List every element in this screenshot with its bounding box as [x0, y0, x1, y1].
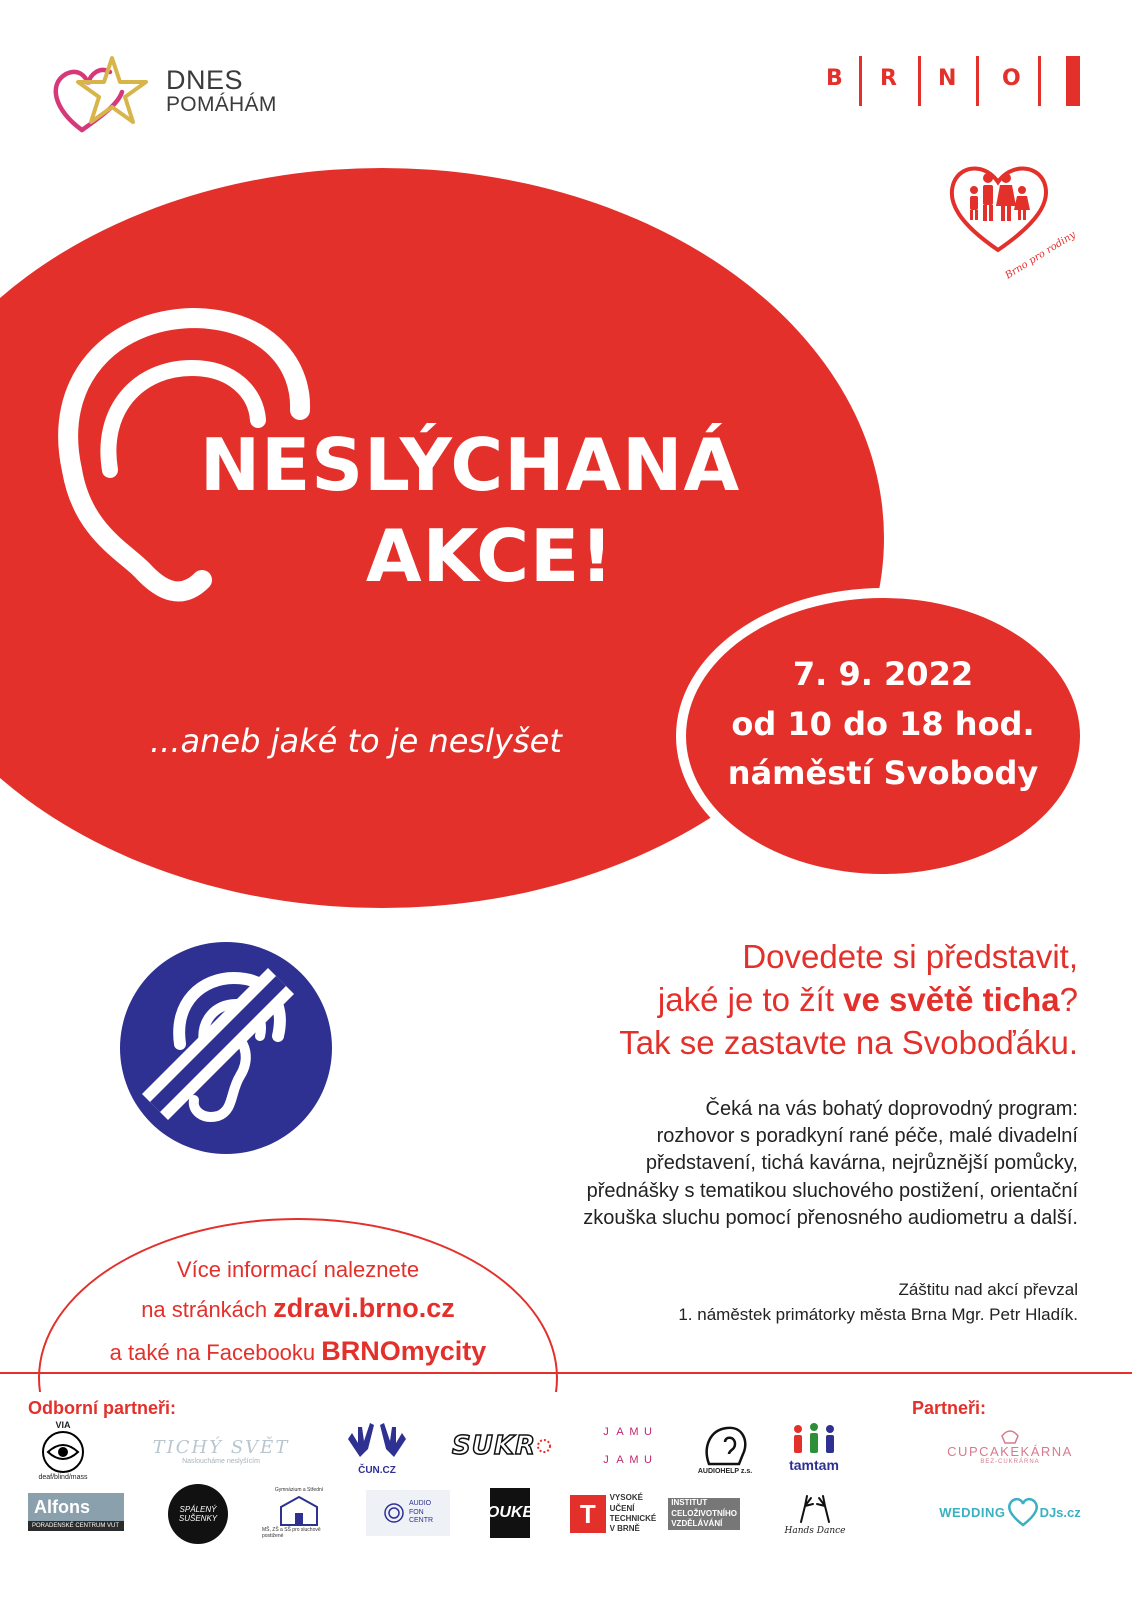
program-line: představení, tichá kavárna, nejrůznější pomůcky, — [645, 1152, 1078, 1175]
website-link[interactable]: zdravi.brno.cz — [273, 1293, 455, 1324]
brno-pro-rodiny-logo — [940, 158, 1090, 288]
jamu-letter: J — [603, 1454, 609, 1466]
cun-logo — [340, 1414, 414, 1480]
vut-name — [610, 1493, 667, 1535]
cupcake-sub: BEZ-CUKRÁRNA — [980, 1458, 1040, 1465]
vut-line: V BRNĚ — [609, 1524, 640, 1534]
vut-t-icon: T — [570, 1495, 606, 1533]
sound-wave-icon — [383, 1502, 405, 1524]
ouke-logo — [486, 1488, 534, 1538]
dancing-hands-icon — [795, 1492, 835, 1526]
tichy-svet-logo — [136, 1428, 306, 1474]
via-logo-top: VIA — [55, 1419, 71, 1430]
cupcakekarna-logo — [930, 1422, 1090, 1470]
audiofon-logo — [366, 1490, 450, 1536]
eye-icon — [38, 1430, 88, 1474]
jamu-logo — [590, 1414, 664, 1478]
tichy-svet-sub: Nasloucháme neslyšícím — [182, 1458, 260, 1465]
info-line3 — [60, 1330, 536, 1373]
tichy-svet-name: TICHÝ SVĚT — [152, 1437, 290, 1458]
family-heart-icon — [940, 158, 1090, 288]
brno-letter-o: O — [1002, 66, 1021, 91]
dnes-pomaham-wordmark — [166, 66, 277, 116]
event-title — [100, 420, 840, 603]
dnes-pomaham-logo — [52, 54, 292, 136]
sukr-dots-icon — [536, 1438, 552, 1454]
cun-name: ČUN.CZ — [358, 1464, 396, 1476]
deaf-symbol-icon — [118, 940, 334, 1156]
program-line: zkouška sluchu pomocí přenosného audiometru a další. — [583, 1206, 1078, 1229]
tamtam-name: tamtam — [789, 1457, 839, 1473]
jamu-letter: A — [616, 1426, 624, 1438]
via-logo — [28, 1414, 98, 1486]
event-subtitle: ...aneb jaké to je neslyšet — [150, 722, 562, 760]
spaleny-line1: SPÁLENÝ — [179, 1505, 217, 1514]
program-line: rozhovor s poradkyní rané péče, malé divadelní — [656, 1125, 1078, 1148]
event-details — [676, 650, 1090, 799]
school-logo — [262, 1484, 336, 1542]
alfons-logo — [26, 1490, 126, 1534]
brno-bar — [976, 56, 979, 106]
cupcake-name: CUPCAKEKÁRNA — [947, 1443, 1073, 1459]
event-date: 7. 9. 2022 — [792, 655, 974, 693]
jamu-letter: J — [603, 1426, 609, 1438]
info-line2-start: na stránkách — [141, 1297, 274, 1323]
alfons-name: Alfons — [28, 1493, 124, 1521]
audiofon-word: AUDIO — [408, 1500, 432, 1508]
head-ear-icon — [701, 1424, 749, 1468]
more-info — [60, 1252, 536, 1374]
via-logo-bottom: deaf/blind/mass — [38, 1473, 88, 1481]
event-time: od 10 do 18 hod. — [731, 704, 1035, 743]
program-line: Čeká na vás bohatý doprovodný program: — [705, 1098, 1078, 1120]
info-line3-start: a také na Facebooku — [109, 1340, 322, 1366]
teaser-line1: Dovedete si představit, — [742, 938, 1078, 975]
audiofon-word: CENTR — [408, 1517, 434, 1525]
footer-divider — [0, 1372, 1132, 1374]
heart-icon — [1006, 1497, 1040, 1527]
vut-line-right: CELOŽIVOTNÍHO — [671, 1508, 737, 1518]
jamu-letter: A — [616, 1454, 624, 1466]
vut-logo — [570, 1494, 740, 1534]
vut-institute — [668, 1498, 740, 1529]
audiofon-word: FON — [408, 1508, 424, 1516]
ouke-name: OUKE — [486, 1504, 534, 1521]
jamu-letters — [599, 1426, 655, 1466]
teaser-text — [518, 936, 1078, 1065]
cupcake-icon — [1000, 1428, 1020, 1444]
info-line1: Více informací naleznete — [176, 1257, 420, 1282]
hands-icon — [344, 1419, 410, 1465]
jamu-letter: U — [644, 1454, 652, 1466]
spaleny-line2: SUŠENKY — [178, 1514, 218, 1523]
teaser-line2-start: jaké je to žít — [657, 980, 844, 1018]
program-line: přednášky s tematikou sluchového postižení, orientační — [586, 1179, 1078, 1202]
tamtam-logo — [782, 1414, 846, 1480]
brno-letter-n: N — [938, 66, 957, 91]
audiohelp-name: AUDIOHELP z.s. — [697, 1467, 753, 1475]
partners-label: Partneři: — [912, 1398, 987, 1418]
alfons-sub: PORADENSKÉ CENTRUM VUT — [28, 1521, 124, 1531]
teaser-line3: Tak se zastavte na Svoboďáku. — [619, 1023, 1078, 1061]
dnes-logo-line1: DNES — [166, 65, 244, 95]
brno-bar — [859, 56, 862, 106]
djs-word: DJs.cz — [1039, 1504, 1081, 1520]
brno-bar — [1038, 56, 1041, 106]
vut-line: TECHNICKÉ — [609, 1514, 657, 1523]
children-icon — [788, 1421, 840, 1457]
jamu-letter: M — [629, 1426, 639, 1438]
facebook-link[interactable]: BRNOmycity — [321, 1336, 487, 1367]
vut-line-right: INSTITUT — [671, 1498, 708, 1508]
audiohelp-logo — [692, 1416, 758, 1482]
building-icon — [277, 1493, 321, 1527]
brno-logo — [826, 56, 1080, 106]
jamu-letter: M — [629, 1454, 639, 1466]
hands-dance-logo — [784, 1484, 846, 1544]
sukr-name: SUKR — [451, 1431, 536, 1461]
school-line1: Gymnázium a Střední — [274, 1487, 324, 1493]
dnes-logo-line2: POMÁHÁM — [166, 93, 277, 117]
brno-bar — [918, 56, 921, 106]
teaser-line2 — [518, 979, 1078, 1022]
vut-line: VYSOKÉ UČENÍ — [609, 1493, 643, 1513]
patronage-note — [518, 1278, 1078, 1327]
program-description — [458, 1096, 1078, 1232]
vut-line-right: VZDĚLÁVÁNÍ — [671, 1519, 723, 1529]
brno-end-bar — [1066, 56, 1080, 106]
event-title-line1: NESLÝCHANÁ — [199, 423, 741, 507]
event-place: náměstí Svobody — [727, 754, 1039, 793]
brno-letter-r: R — [880, 66, 897, 91]
brno-letter-b: B — [826, 66, 843, 91]
brno-pro-rodiny-text: Brno pro rodiny — [1003, 229, 1078, 282]
patron-line1: Záštitu nad akcí převzal — [898, 1280, 1078, 1299]
wedding-djs-logo — [922, 1492, 1098, 1532]
info-line2 — [60, 1287, 536, 1330]
patron-line2: 1. náměstek primátorky města Brna Mgr. Petr Hladík. — [678, 1304, 1078, 1324]
wedding-word: WEDDING — [939, 1504, 1006, 1520]
heart-star-icon — [52, 54, 162, 136]
jamu-letter: U — [644, 1426, 652, 1438]
teaser-line2-end: ? — [1059, 980, 1078, 1018]
expert-partners-label: Odborní partneři: — [28, 1398, 176, 1418]
spaleny-susenky-logo — [168, 1484, 228, 1544]
event-title-line2: AKCE! — [365, 514, 615, 599]
teaser-highlight: ve světě ticha — [843, 980, 1060, 1018]
hands-dance-name: Hands Dance — [784, 1526, 846, 1536]
school-line2: MŠ, ZŠ a SŠ pro sluchově postižené — [262, 1527, 321, 1539]
sukr-logo — [450, 1426, 554, 1466]
audiofon-name — [409, 1500, 433, 1525]
